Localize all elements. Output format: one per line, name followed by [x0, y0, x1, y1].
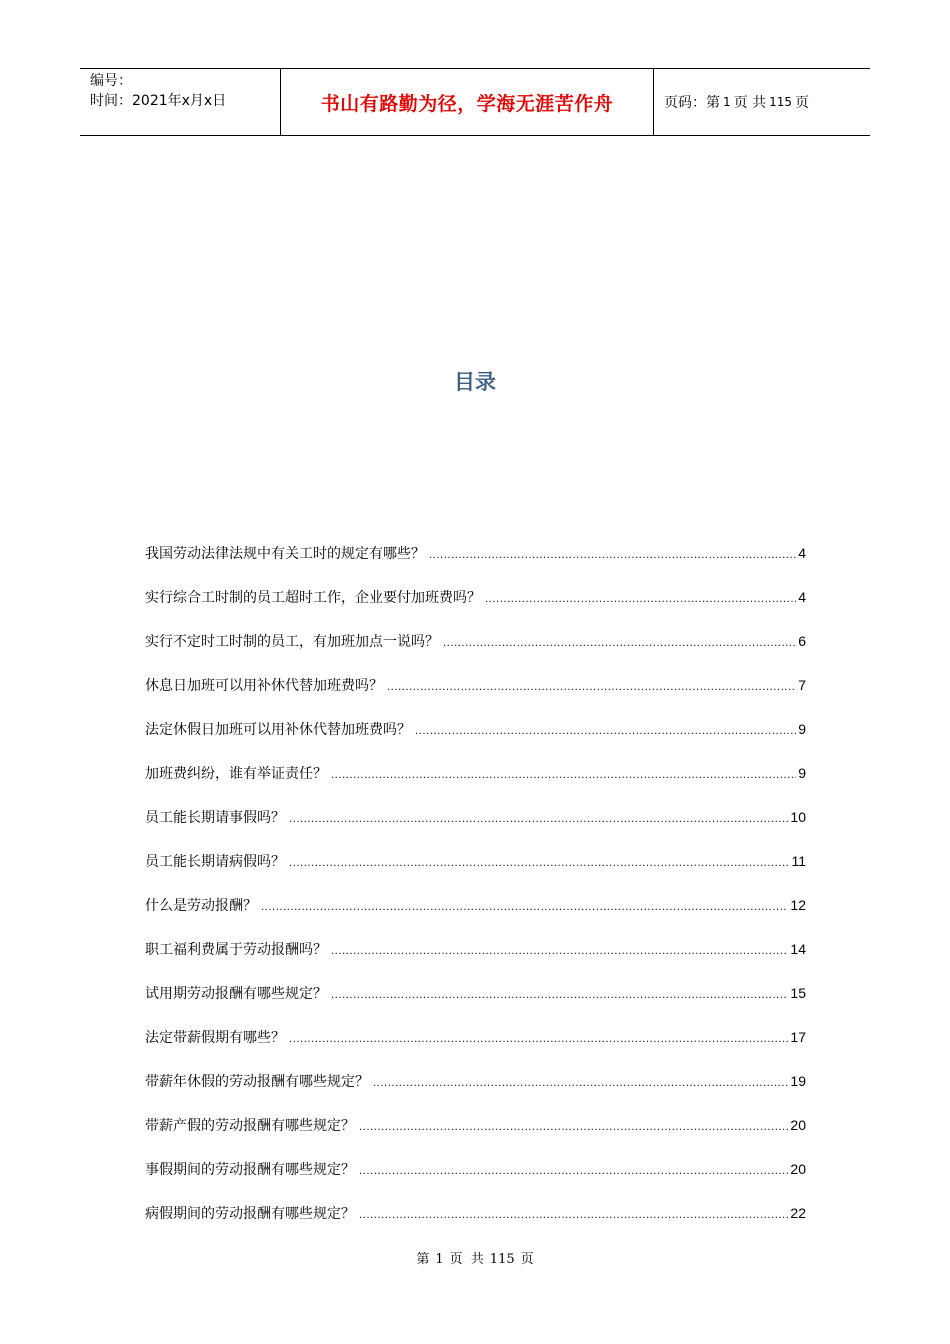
toc-leader-dots	[443, 638, 796, 649]
header-motto: 书山有路勤为径，学海无涯苦作舟	[320, 92, 614, 115]
page-footer	[0, 1248, 950, 1267]
toc-leader-dots	[331, 990, 788, 1001]
toc-leader-dots	[373, 1078, 788, 1089]
toc-entry[interactable]	[145, 631, 806, 675]
toc-leader-dots	[359, 1210, 788, 1221]
toc-entry-page: 9	[798, 765, 806, 781]
header-page-current: 1	[723, 95, 731, 109]
toc-entry-page: 7	[798, 677, 806, 693]
toc-leader-dots	[289, 814, 788, 825]
toc-entry[interactable]	[145, 895, 806, 939]
footer-prefix: 第	[416, 1252, 430, 1267]
toc-entry-text: 员工能长期请事假吗？	[145, 810, 285, 826]
toc-entry[interactable]	[145, 983, 806, 1027]
toc-entry[interactable]	[145, 675, 806, 719]
toc-entry-text: 职工福利费属于劳动报酬吗？	[145, 942, 327, 958]
toc-entry[interactable]	[145, 1115, 806, 1159]
toc-leader-dots	[331, 946, 788, 957]
toc-entry-page: 17	[790, 1029, 806, 1045]
toc-entry-text: 休息日加班可以用补休代替加班费吗？	[145, 678, 383, 694]
toc-entry[interactable]	[145, 587, 806, 631]
toc-leader-dots	[485, 594, 796, 605]
toc-leader-dots	[359, 1122, 788, 1133]
toc-entry-text: 法定休假日加班可以用补休代替加班费吗？	[145, 722, 411, 738]
toc-entry-text: 法定带薪假期有哪些？	[145, 1030, 285, 1046]
toc-entry[interactable]	[145, 939, 806, 983]
toc-entry[interactable]	[145, 1027, 806, 1071]
toc-leader-dots	[415, 726, 796, 737]
toc-entry-page: 20	[790, 1161, 806, 1177]
header-page-cell	[654, 69, 870, 135]
toc-entry-page: 9	[798, 721, 806, 737]
toc-entry-text: 带薪年休假的劳动报酬有哪些规定？	[145, 1074, 369, 1090]
toc-entry-page: 19	[790, 1073, 806, 1089]
toc-entry-page: 4	[798, 545, 806, 561]
toc-entry[interactable]	[145, 851, 806, 895]
toc-leader-dots	[359, 1166, 788, 1177]
footer-current: 1	[435, 1252, 444, 1267]
toc-entry-text: 带薪产假的劳动报酬有哪些规定？	[145, 1118, 355, 1134]
footer-suffix: 页	[520, 1252, 534, 1267]
header-page-mid: 页 共	[733, 95, 767, 111]
toc-entry[interactable]	[145, 807, 806, 851]
toc-entry[interactable]	[145, 1071, 806, 1115]
toc-entry-page: 11	[791, 853, 806, 869]
toc-entry-page: 22	[790, 1205, 806, 1221]
header-page-suffix: 页	[795, 95, 809, 111]
footer-mid: 页 共	[449, 1252, 484, 1267]
header-number-label: 编号：	[90, 73, 132, 89]
toc-entry-text: 试用期劳动报酬有哪些规定？	[145, 986, 327, 1002]
toc-entry-page: 4	[798, 589, 806, 605]
toc-entry-page: 20	[790, 1117, 806, 1133]
toc-title: 目录	[454, 370, 496, 394]
toc-leader-dots	[331, 770, 796, 781]
toc-entry-text: 病假期间的劳动报酬有哪些规定？	[145, 1206, 355, 1222]
toc-entry-page: 10	[790, 809, 806, 825]
toc-entry[interactable]	[145, 1159, 806, 1203]
header-page-prefix: 页码：第	[664, 95, 720, 111]
toc-leader-dots	[387, 682, 796, 693]
toc-entry-text: 事假期间的劳动报酬有哪些规定？	[145, 1162, 355, 1178]
header-motto-cell	[281, 69, 654, 135]
toc-entry-page: 14	[790, 941, 806, 957]
toc-entry-page: 6	[798, 633, 806, 649]
toc-entry-text: 实行不定时工时制的员工，有加班加点一说吗？	[145, 634, 439, 650]
toc-entry-text: 我国劳动法律法规中有关工时的规定有哪些？	[145, 546, 425, 562]
toc-entry[interactable]	[145, 719, 806, 763]
toc-entry[interactable]	[145, 1203, 806, 1247]
toc-entry[interactable]	[145, 543, 806, 587]
toc-entry-text: 什么是劳动报酬？	[145, 898, 257, 914]
toc-leader-dots	[261, 902, 788, 913]
toc-leader-dots	[429, 550, 796, 561]
footer-total: 115	[489, 1252, 515, 1267]
toc-entry-page: 12	[790, 897, 806, 913]
document-header	[80, 68, 870, 136]
toc-entry-text: 实行综合工时制的员工超时工作，企业要付加班费吗？	[145, 590, 481, 606]
toc-leader-dots	[289, 1034, 788, 1045]
toc-entry-text: 加班费纠纷，谁有举证责任？	[145, 766, 327, 782]
header-date-label: 时间：2021年x月x日	[90, 93, 227, 109]
toc-entry-text: 员工能长期请病假吗？	[145, 854, 285, 870]
toc-entry[interactable]	[145, 763, 806, 807]
header-meta-cell	[80, 69, 281, 135]
header-page-total: 115	[769, 95, 792, 109]
toc-entry-page: 15	[790, 985, 806, 1001]
table-of-contents	[145, 543, 806, 1247]
toc-leader-dots	[289, 858, 789, 869]
